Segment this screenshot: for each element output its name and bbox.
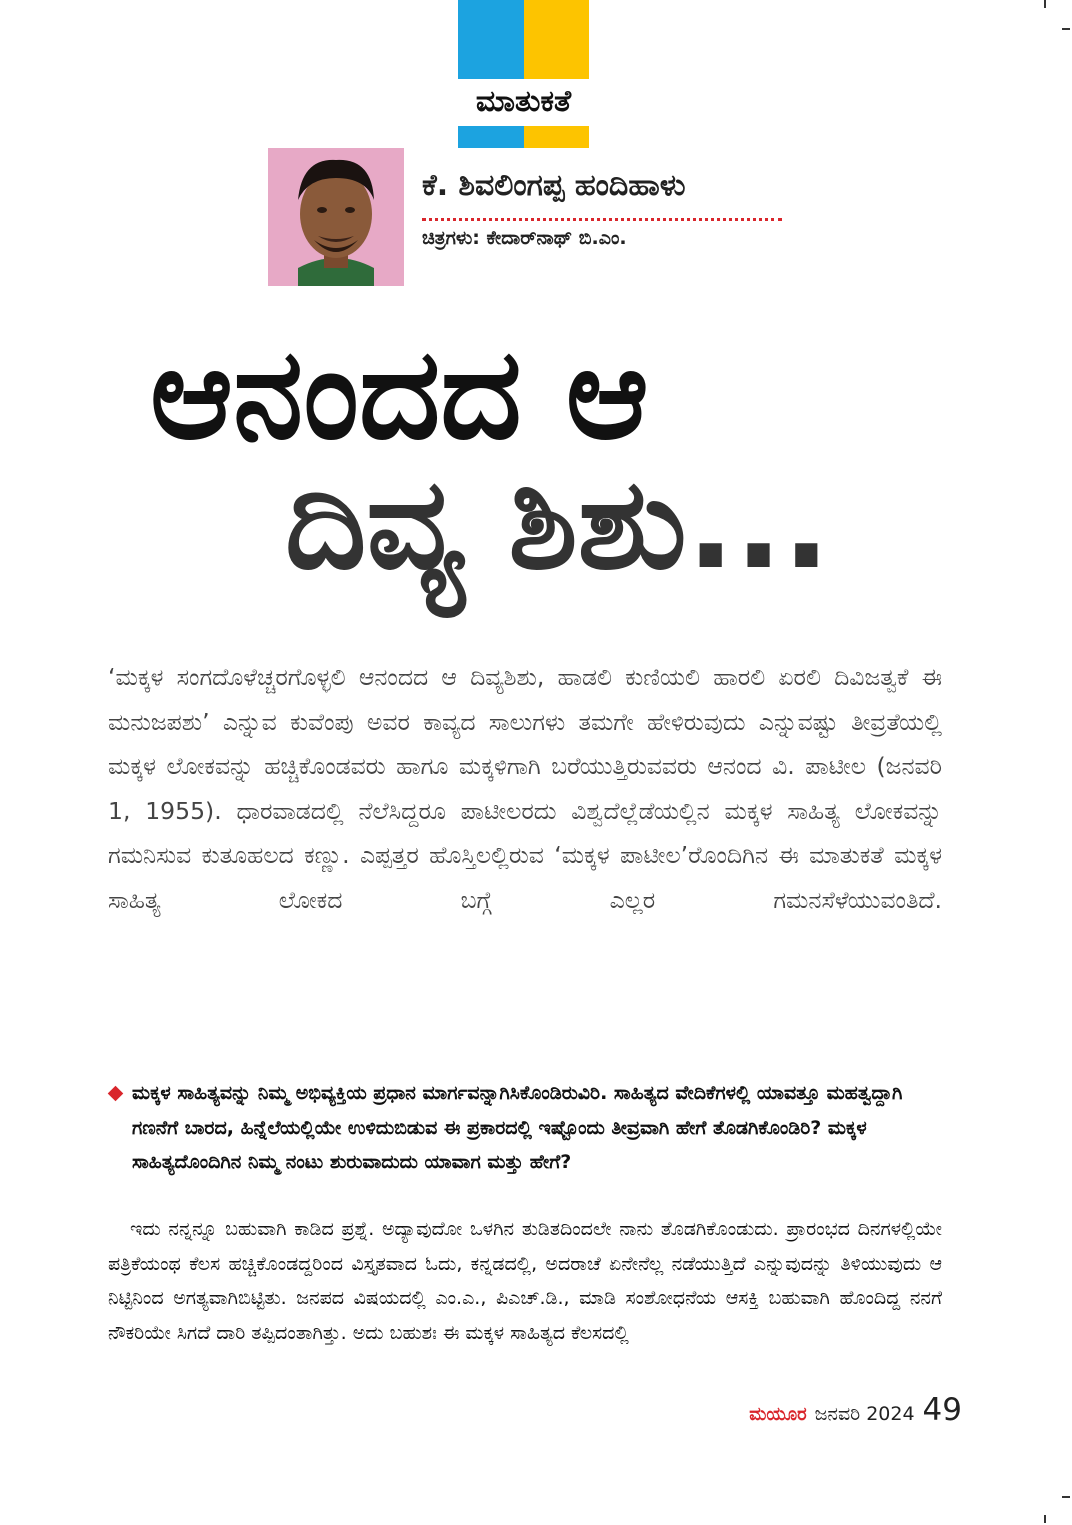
author-photo	[268, 148, 404, 286]
interview-question	[108, 1076, 942, 1180]
crop-mark	[1044, 1515, 1046, 1523]
badge-blue-strip	[458, 126, 524, 148]
diamond-bullet-icon	[108, 1086, 124, 1102]
badge-blue-block	[458, 0, 524, 79]
question-text: ಮಕ್ಕಳ ಸಾಹಿತ್ಯವನ್ನು ನಿಮ್ಮ ಅಭಿವ್ಯಕ್ತಿಯ ಪ್ರಧಾನ ಮಾರ್ಗವನ್ನಾಗಿಸಿಕೊಂಡಿರುವಿರಿ. ಸಾಹಿತ್ಯದ ವೇದಿಕೆಗಳಲ್ಲಿ ಯಾವತ್ತೂ ಮಹತ್ವದ್ದಾಗಿ ಗಣನೆಗೆ ಬಾರದ, ಹಿನ್ನೆಲೆಯಲ್ಲಿಯೇ ಉಳಿದುಬಿಡುವ ಈ ಪ್ರಕಾರದಲ್ಲಿ ಇಷ್ಟೊಂದು ತೀವ್ರವಾಗಿ ಹೇಗೆ ತೊಡಗಿಕೊಂಡಿರಿ? ಮಕ್ಕಳ ಸಾಹಿತ್ಯದೊಂದಿಗಿನ ನಿಮ್ಮ ನಂಟು ಶುರುವಾದುದು ಯಾವಾಗ ಮತ್ತು ಹೇಗೆ?	[132, 1082, 903, 1173]
headline-line-2: ದಿವ್ಯ ಶಿಶು...	[285, 450, 831, 597]
portrait-illustration	[268, 148, 404, 286]
intro-paragraph: ‘ಮಕ್ಕಳ ಸಂಗದೊಳೆಚ್ಚರಗೊಳ್ಳಲಿ ಆನಂದದ ಆ ದಿವ್ಯಶಿಶು, ಹಾಡಲಿ ಕುಣಿಯಲಿ ಹಾರಲಿ ಏರಲಿ ದಿವಿಜತ್ವಕೆ ಈ ಮನುಜಪಶು’ ಎನ್ನುವ ಕುವೆಂಪು ಅವರ ಕಾವ್ಯದ ಸಾಲುಗಳು ತಮಗೇ ಹೇಳಿರುವುದು ಎನ್ನುವಷ್ಟು ತೀವ್ರತೆಯಲ್ಲಿ ಮಕ್ಕಳ ಲೋಕವನ್ನು ಹಚ್ಚಿಕೊಂಡವರು ಹಾಗೂ ಮಕ್ಕಳಿಗಾಗಿ ಬರೆಯುತ್ತಿರುವವರು ಆನಂದ ವಿ. ಪಾಟೀಲ (ಜನವರಿ 1, 1955). ಧಾರವಾಡದಲ್ಲಿ ನೆಲೆಸಿದ್ದರೂ ಪಾಟೀಲರದು ವಿಶ್ವದೆಲ್ಲೆಡೆಯಲ್ಲಿನ ಮಕ್ಕಳ ಸಾಹಿತ್ಯ ಲೋಕವನ್ನು ಗಮನಿಸುವ ಕುತೂಹಲದ ಕಣ್ಣು. ಎಪ್ಪತ್ತರ ಹೊಸ್ತಿಲಲ್ಲಿರುವ ‘ಮಕ್ಕಳ ಪಾಟೀಲ’ರೊಂದಿಗಿನ ಈ ಮಾತುಕತೆ ಮಕ್ಕಳ ಸಾಹಿತ್ಯ ಲೋಕದ ಬಗ್ಗೆ ಎಲ್ಲರ ಗಮನಸೆಳೆಯುವಂತಿದೆ.	[108, 663, 942, 914]
page-footer	[749, 1392, 962, 1428]
headline-line-1: ಆನಂದದ ಆ	[150, 320, 649, 467]
page-number: 49	[922, 1392, 962, 1428]
crop-mark	[1062, 28, 1070, 30]
dotted-divider	[422, 218, 782, 221]
photo-credit: ಚಿತ್ರಗಳು: ಕೇದಾರ್‌ನಾಥ್ ಬಿ.ಎಂ.	[422, 227, 627, 249]
crop-mark	[1044, 0, 1046, 8]
author-name: ಕೆ. ಶಿವಲಿಂಗಪ್ಪ ಹಂದಿಹಾಳು	[422, 168, 686, 203]
issue-year: 2024	[866, 1403, 915, 1425]
magazine-brand: ಮಯೂರ	[749, 1404, 807, 1425]
badge-yellow-strip	[524, 126, 589, 148]
crop-mark	[1062, 1496, 1070, 1498]
column-label: ಮಾತುಕತೆ	[452, 79, 595, 125]
interview-answer: ಇದು ನನ್ನನ್ನೂ ಬಹುವಾಗಿ ಕಾಡಿದ ಪ್ರಶ್ನೆ. ಅದ್ಯಾವುದೋ ಒಳಗಿನ ತುಡಿತದಿಂದಲೇ ನಾನು ತೊಡಗಿಕೊಂಡುದು. ಪ್ರಾರಂಭದ ದಿನಗಳಲ್ಲಿಯೇ ಪತ್ರಿಕೆಯಂಥ ಕೆಲಸ ಹಚ್ಚಿಕೊಂಡದ್ದರಿಂದ ವಿಸ್ತೃತವಾದ ಓದು, ಕನ್ನಡದಲ್ಲಿ, ಅದರಾಚೆ ಏನೇನೆಲ್ಲ ನಡೆಯುತ್ತಿದೆ ಎನ್ನುವುದನ್ನು ತಿಳಿಯುವುದು ಆ ನಿಟ್ಟಿನಿಂದ ಅಗತ್ಯವಾಗಿಬಿಟ್ಟಿತು. ಜನಪದ ವಿಷಯದಲ್ಲಿ ಎಂ.ಎ., ಪಿಎಚ್.ಡಿ., ಮಾಡಿ ಸಂಶೋಧನೆಯ ಆಸಕ್ತಿ ಬಹುವಾಗಿ ಹೊಂದಿದ್ದ ನನಗೆ ನೌಕರಿಯೇ ಸಿಗದೆ ದಾರಿ ತಪ್ಪಿದಂತಾಗಿತ್ತು. ಅದು ಬಹುಶಃ ಈ ಮಕ್ಕಳ ಸಾಹಿತ್ಯದ ಕೆಲಸದಲ್ಲಿ	[108, 1218, 942, 1344]
column-badge	[458, 0, 589, 150]
badge-yellow-block	[524, 0, 589, 79]
issue-month: ಜನವರಿ	[814, 1403, 861, 1425]
